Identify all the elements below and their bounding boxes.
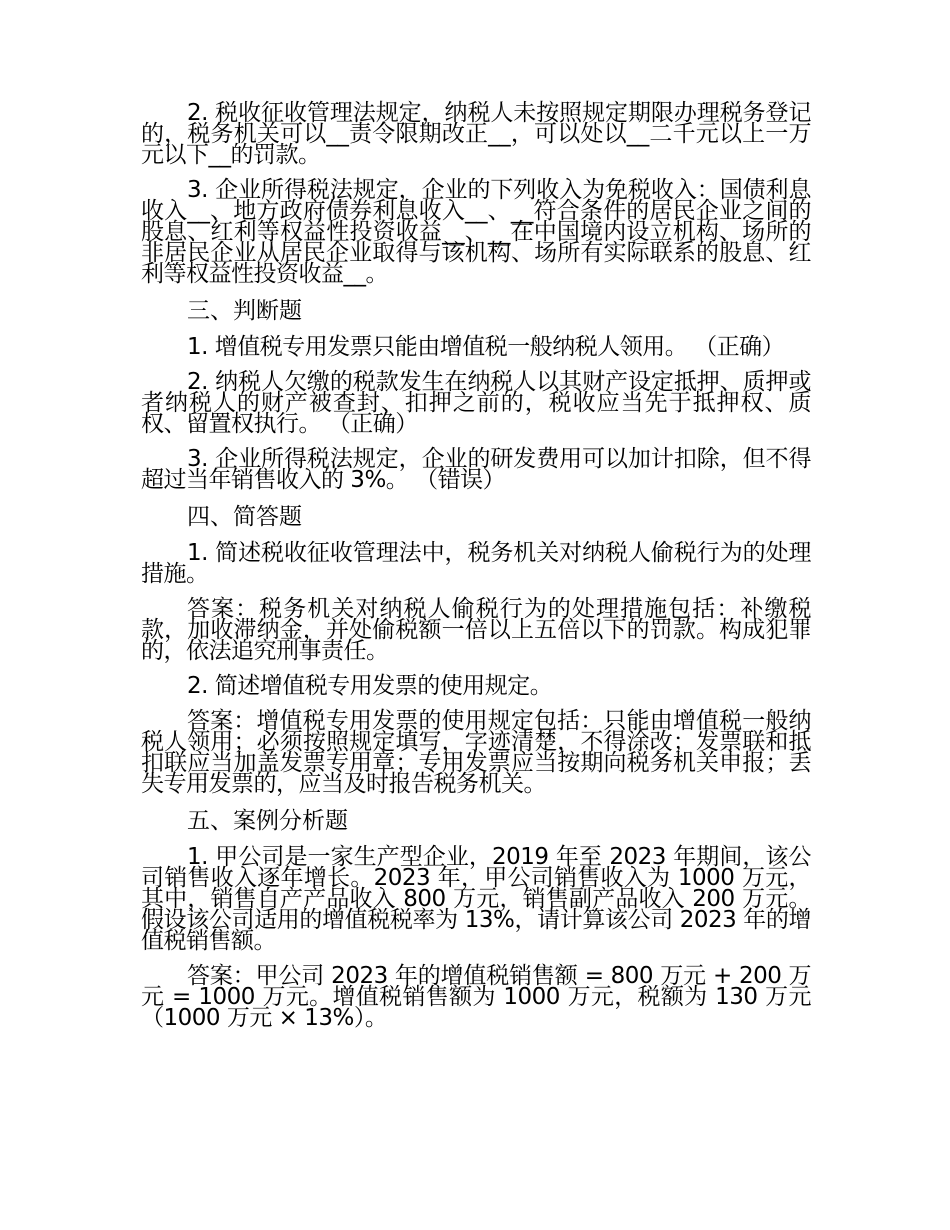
section-heading-case-analysis: 五、案例分析题 xyxy=(187,808,348,834)
paragraph-case-answer-1: 答案：甲公司 2023 年的增值税销售额 = 800 万元 + 200 万元 = 1000 万元。增值税销售额为 1000 万元，税额为 130 万元（1000 万元 × 13%）。 xyxy=(141,963,811,1031)
paragraph-answer-1: 答案：税务机关对纳税人偷税行为的处理措施包括：补缴税款，加收滞纳金，并处偷税额一倍以上五倍以下的罚款。构成犯罪的，依法追究刑事责任。 xyxy=(141,596,811,664)
paragraph-penalty-registration: 2. 税收征收管理法规定，纳税人未按照规定期限办理税务登记的，税务机关可以__责令限期改正__，可以处以__二千元以上一万元以下__的罚款。 xyxy=(141,100,811,168)
paragraph-judgement-3: 3. 企业所得税法规定，企业的研发费用可以加计扣除，但不得超过当年销售收入的 3%。 （错误） xyxy=(141,446,811,493)
section-heading-true-false: 三、判断题 xyxy=(187,298,302,324)
section-heading-short-answer: 四、简答题 xyxy=(187,504,302,530)
paragraph-question-2: 2. 简述增值税专用发票的使用规定。 xyxy=(187,673,553,699)
paragraph-judgement-1: 1. 增值税专用发票只能由增值税一般纳税人领用。 （正确） xyxy=(187,334,785,360)
paragraph-judgement-2: 2. 纳税人欠缴的税款发生在纳税人以其财产设定抵押、质押或者纳税人的财产被查封、扣押之前的，税收应当先于抵押权、质权、留置权执行。 （正确） xyxy=(141,369,811,437)
document-page xyxy=(141,100,811,1043)
paragraph-answer-2: 答案：增值税专用发票的使用规定包括：只能由增值税一般纳税人领用；必须按照规定填写，字迹清楚，不得涂改；发票联和抵扣联应当加盖发票专用章；专用发票应当按期向税务机关申报；丢失专用发票的，应当及时报告税务机关。 xyxy=(141,708,811,797)
paragraph-case-1: 1. 甲公司是一家生产型企业，2019 年至 2023 年期间，该公司销售收入逐年增长。2023 年，甲公司销售收入为 1000 万元，其中，销售自产产品收入 800 万元，销售副产品收入 200 万元。假设该公司适用的增值税税率为 13%，请计算该公司 2023 年的增值税销售额。 xyxy=(141,844,811,954)
paragraph-question-1: 1. 简述税收征收管理法中，税务机关对纳税人偷税行为的处理措施。 xyxy=(141,540,811,587)
paragraph-exempt-income: 3. 企业所得税法规定，企业的下列收入为免税收入：国债利息收入__、地方政府债券利息收入__、__符合条件的居民企业之间的股息、红利等权益性投资收益__、__在中国境内设立机构、场所的非居民企业从居民企业取得与该机构、场所有实际联系的股息、红利等权益性投资收益__。 xyxy=(141,177,811,287)
